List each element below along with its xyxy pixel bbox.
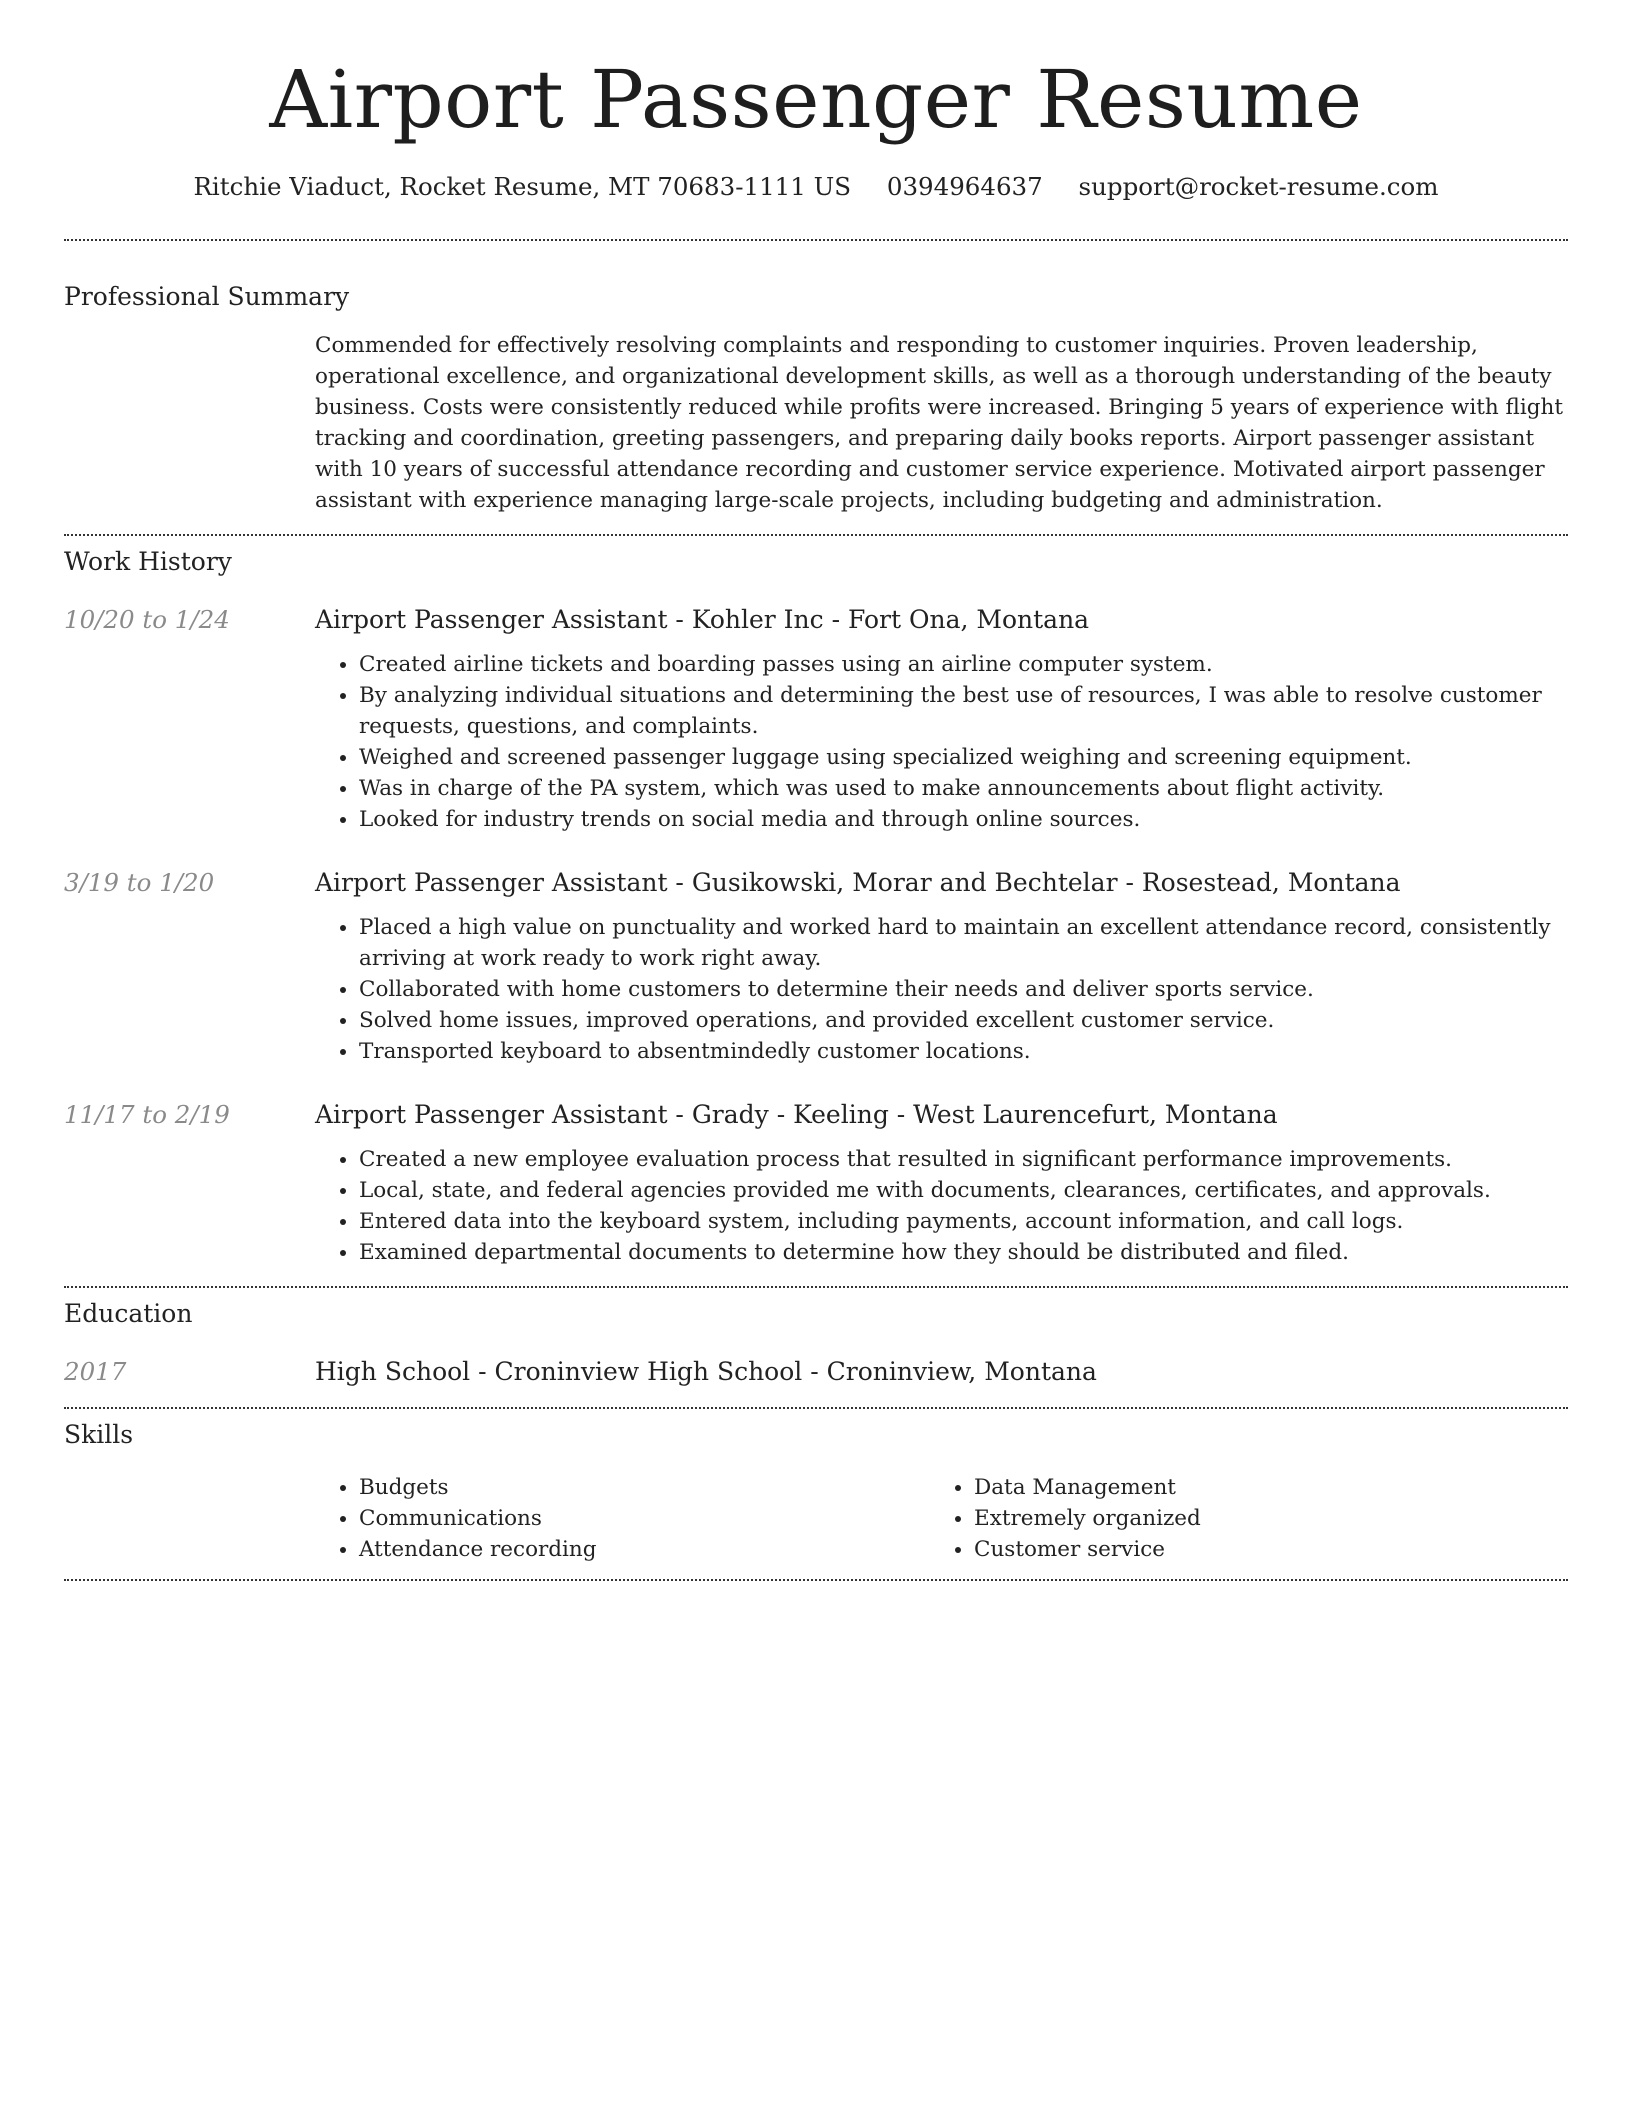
- job-entry: [64, 1098, 1568, 1268]
- list-item: • By analyzing individual situations and determining the best use of resources, I was able to resolve customer requests, questions, and complaints.: [359, 680, 1568, 742]
- job-entry: [64, 603, 1568, 835]
- job-bullets: [315, 912, 1568, 1067]
- summary-section: [64, 241, 1568, 516]
- skills-columns: [315, 1472, 1568, 1565]
- skill-item: • Data Management: [974, 1472, 1545, 1503]
- job-entry: [64, 866, 1568, 1067]
- divider: [64, 1579, 1568, 1581]
- skill-item: • Customer service: [974, 1534, 1545, 1565]
- education-section: [64, 1288, 1568, 1389]
- list-item: • Placed a high value on punctuality and worked hard to maintain an excellent attendance record, consistently arriving at work ready to work right away.: [359, 912, 1568, 974]
- job-bullets: [315, 649, 1568, 835]
- skills-list-right: [930, 1472, 1545, 1565]
- contact-line: [64, 170, 1568, 204]
- skills-list-left: [315, 1472, 930, 1565]
- list-item: • Solved home issues, improved operations, and provided excellent customer service.: [359, 1005, 1568, 1036]
- work-history-heading: Work History: [64, 547, 232, 576]
- education-entry: [64, 1355, 1568, 1389]
- list-item: • Created a new employee evaluation process that resulted in significant performance improvements.: [359, 1144, 1568, 1175]
- resume-title: Airport Passenger Resume: [269, 53, 1363, 146]
- job-title: Airport Passenger Assistant - Kohler Inc - Fort Ona, Montana: [315, 605, 1090, 634]
- list-item: • Transported keyboard to absentmindedly customer locations.: [359, 1036, 1568, 1067]
- skill-item: • Extremely organized: [974, 1503, 1545, 1534]
- job-dates: 11/17 to 2/19: [64, 1100, 230, 1129]
- list-item: • Created airline tickets and boarding passes using an airline computer system.: [359, 649, 1568, 680]
- list-item: • Weighed and screened passenger luggage using specialized weighing and screening equipment.: [359, 742, 1568, 773]
- list-item: • Looked for industry trends on social media and through online sources.: [359, 804, 1568, 835]
- list-item: • Local, state, and federal agencies provided me with documents, clearances, certificates, and approvals.: [359, 1175, 1568, 1206]
- job-dates: 10/20 to 1/24: [64, 605, 230, 634]
- list-item: • Examined departmental documents to determine how they should be distributed and filed.: [359, 1237, 1568, 1268]
- contact-address: Ritchie Viaduct, Rocket Resume, MT 70683-1111 US: [193, 172, 852, 201]
- skills-section: [64, 1409, 1568, 1565]
- job-bullets: [315, 1144, 1568, 1268]
- job-title: Airport Passenger Assistant - Gusikowski, Morar and Bechtelar - Rosestead, Montana: [315, 868, 1401, 897]
- summary-text: Commended for effectively resolving complaints and responding to customer inquiries. Proven leadership, operational excellence, and organizational development skills, as well as a thorough understanding of the beauty business. Costs were consistently reduced while profits were increased. Bringing 5 years of experience with flight tracking and coordination, greeting passengers, and preparing daily books reports. Airport passenger assistant with 10 years of successful attendance recording and customer service experience. Motivated airport passenger assistant with experience managing large-scale projects, including budgeting and administration.: [315, 333, 1563, 513]
- contact-email: support@rocket-resume.com: [1078, 172, 1439, 201]
- resume-page: [64, 0, 1568, 1581]
- skill-item: • Attendance recording: [359, 1534, 930, 1565]
- skill-item: • Budgets: [359, 1472, 930, 1503]
- skills-heading: Skills: [64, 1420, 134, 1449]
- education-heading: Education: [64, 1299, 193, 1328]
- list-item: • Entered data into the keyboard system, including payments, account information, and call logs.: [359, 1206, 1568, 1237]
- summary-heading: Professional Summary: [64, 282, 350, 311]
- education-year: 2017: [64, 1357, 127, 1386]
- job-title: Airport Passenger Assistant - Grady - Keeling - West Laurencefurt, Montana: [315, 1100, 1278, 1129]
- contact-phone: 0394964637: [886, 172, 1043, 201]
- work-history-section: [64, 536, 1568, 1268]
- list-item: • Was in charge of the PA system, which was used to make announcements about flight activity.: [359, 773, 1568, 804]
- job-dates: 3/19 to 1/20: [64, 868, 215, 897]
- skill-item: • Communications: [359, 1503, 930, 1534]
- education-title: High School - Croninview High School - Croninview, Montana: [315, 1357, 1097, 1386]
- list-item: • Collaborated with home customers to determine their needs and deliver sports service.: [359, 974, 1568, 1005]
